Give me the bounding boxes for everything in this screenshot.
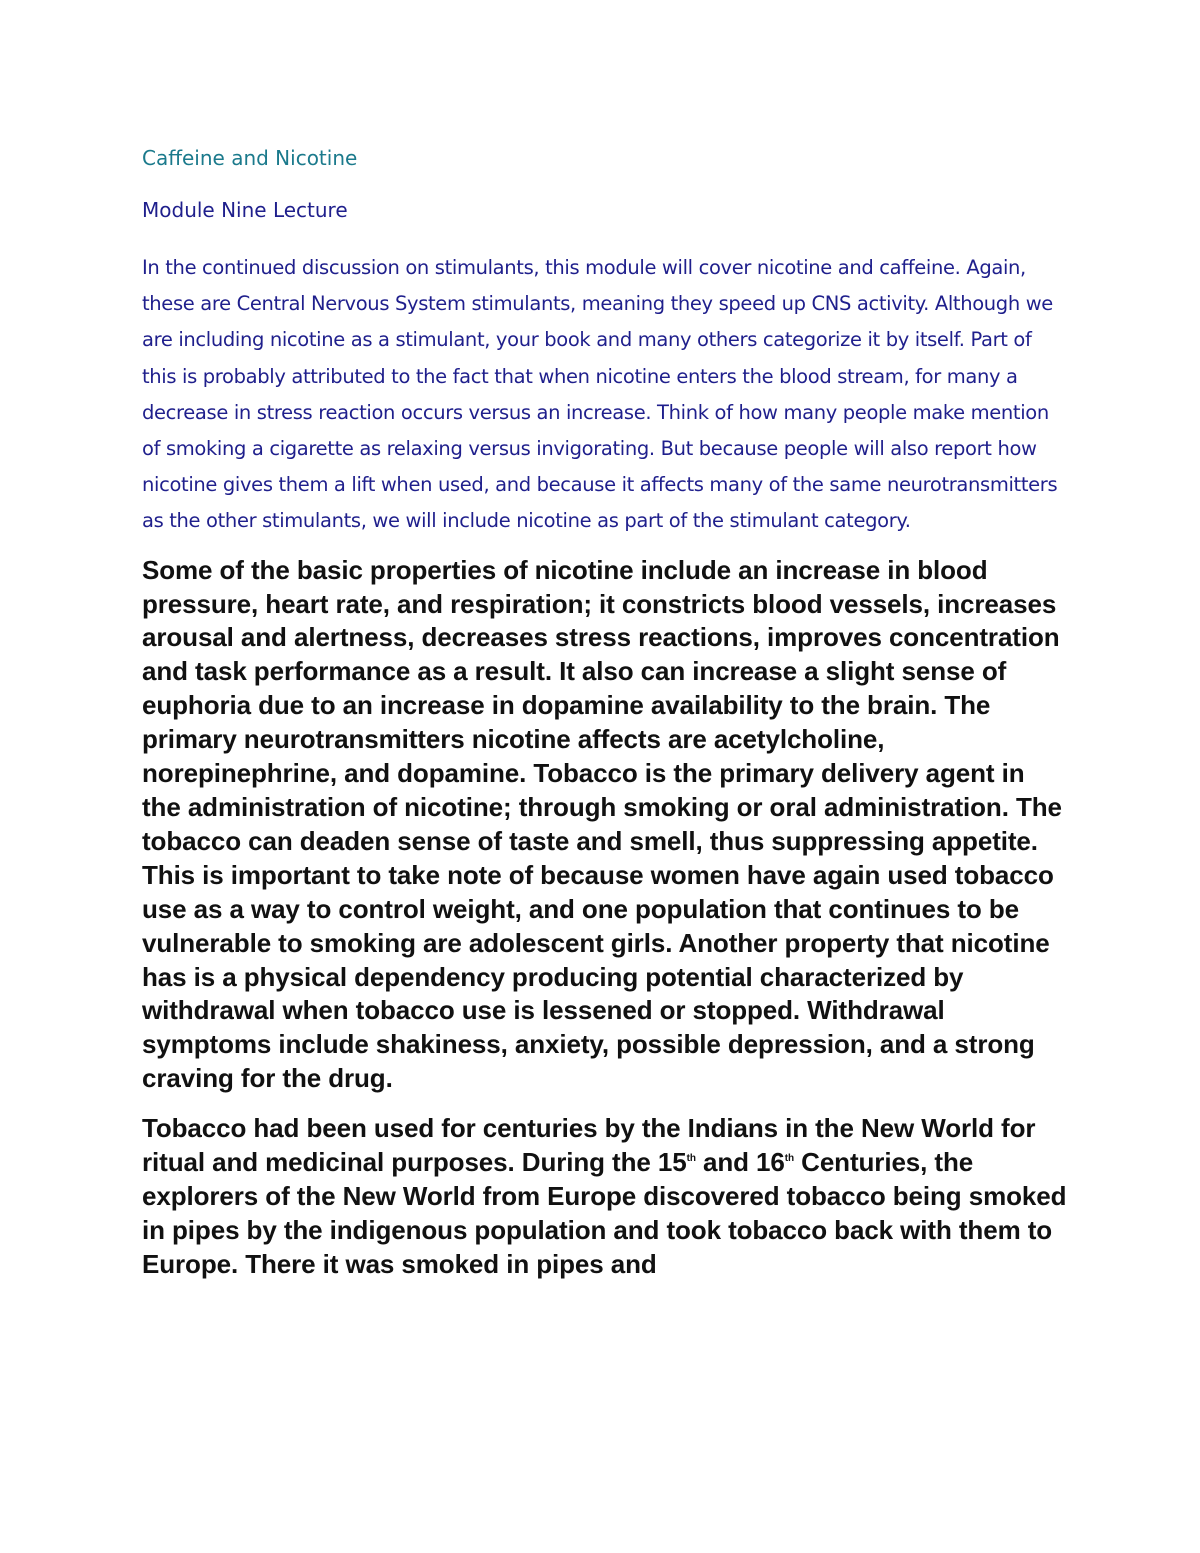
ordinal-suffix-16th: th: [784, 1153, 795, 1165]
history-text-part-2: and 16: [695, 1147, 785, 1178]
document-title: Caffeine and Nicotine: [142, 146, 358, 170]
tobacco-history-paragraph: [142, 1112, 1067, 1282]
history-text-part-3: Centuries, the explorers of the New World from Europe discovered tobacco being smoked in pipes by the indigenous population and took tobacco back with them to Europe. There it was smoked in pipes and: [142, 1147, 1067, 1279]
document-subtitle: Module Nine Lecture: [142, 198, 348, 222]
nicotine-properties-paragraph: Some of the basic properties of nicotine include an increase in blood pressure, heart rate, and respiration; it constricts blood vessels, increases arousal and alertness, decreases stress reactions, improves concentration and task performance as a result. It also can increase a slight sense of euphoria due to an increase in dopamine availability to the brain. The primary neurotransmitters nicotine affects are acetylcholine, norepinephrine, and dopamine. Tobacco is the primary delivery agent in the administration of nicotine; through smoking or oral administration. The tobacco can deaden sense of taste and smell, thus suppressing appetite. This is important to take note of because women have again used tobacco use as a way to control weight, and one population that continues to be vulnerable to smoking are adolescent girls. Another property that nicotine has is a physical dependency producing potential characterized by withdrawal when tobacco use is lessened or stopped. Withdrawal symptoms include shakiness, anxiety, possible depression, and a strong craving for the drug.: [142, 554, 1062, 1094]
document-content: [142, 140, 1067, 1298]
history-text-part-1: Tobacco had been used for centuries by the Indians in the New World for ritual and medicinal purposes. During the 15: [142, 1113, 1036, 1178]
ordinal-suffix-15th: th: [686, 1153, 696, 1165]
intro-paragraph: In the continued discussion on stimulants, this module will cover nicotine and caffeine. Again, these are Central Nervous System stimulants, meaning they speed up CNS activity. Although we are including nicotine as a stimulant, your book and many others categorize it by itself. Part of this is probably attributed to the fact that when nicotine enters the blood stream, for many a decrease in stress reaction occurs versus an increase. Think of how many people make mention of smoking a cigarette as relaxing versus invigorating. But because people will also report how nicotine gives them a lift when used, and because it affects many of the same neurotransmitters as the other stimulants, we will include nicotine as part of the stimulant category.: [142, 256, 1058, 533]
